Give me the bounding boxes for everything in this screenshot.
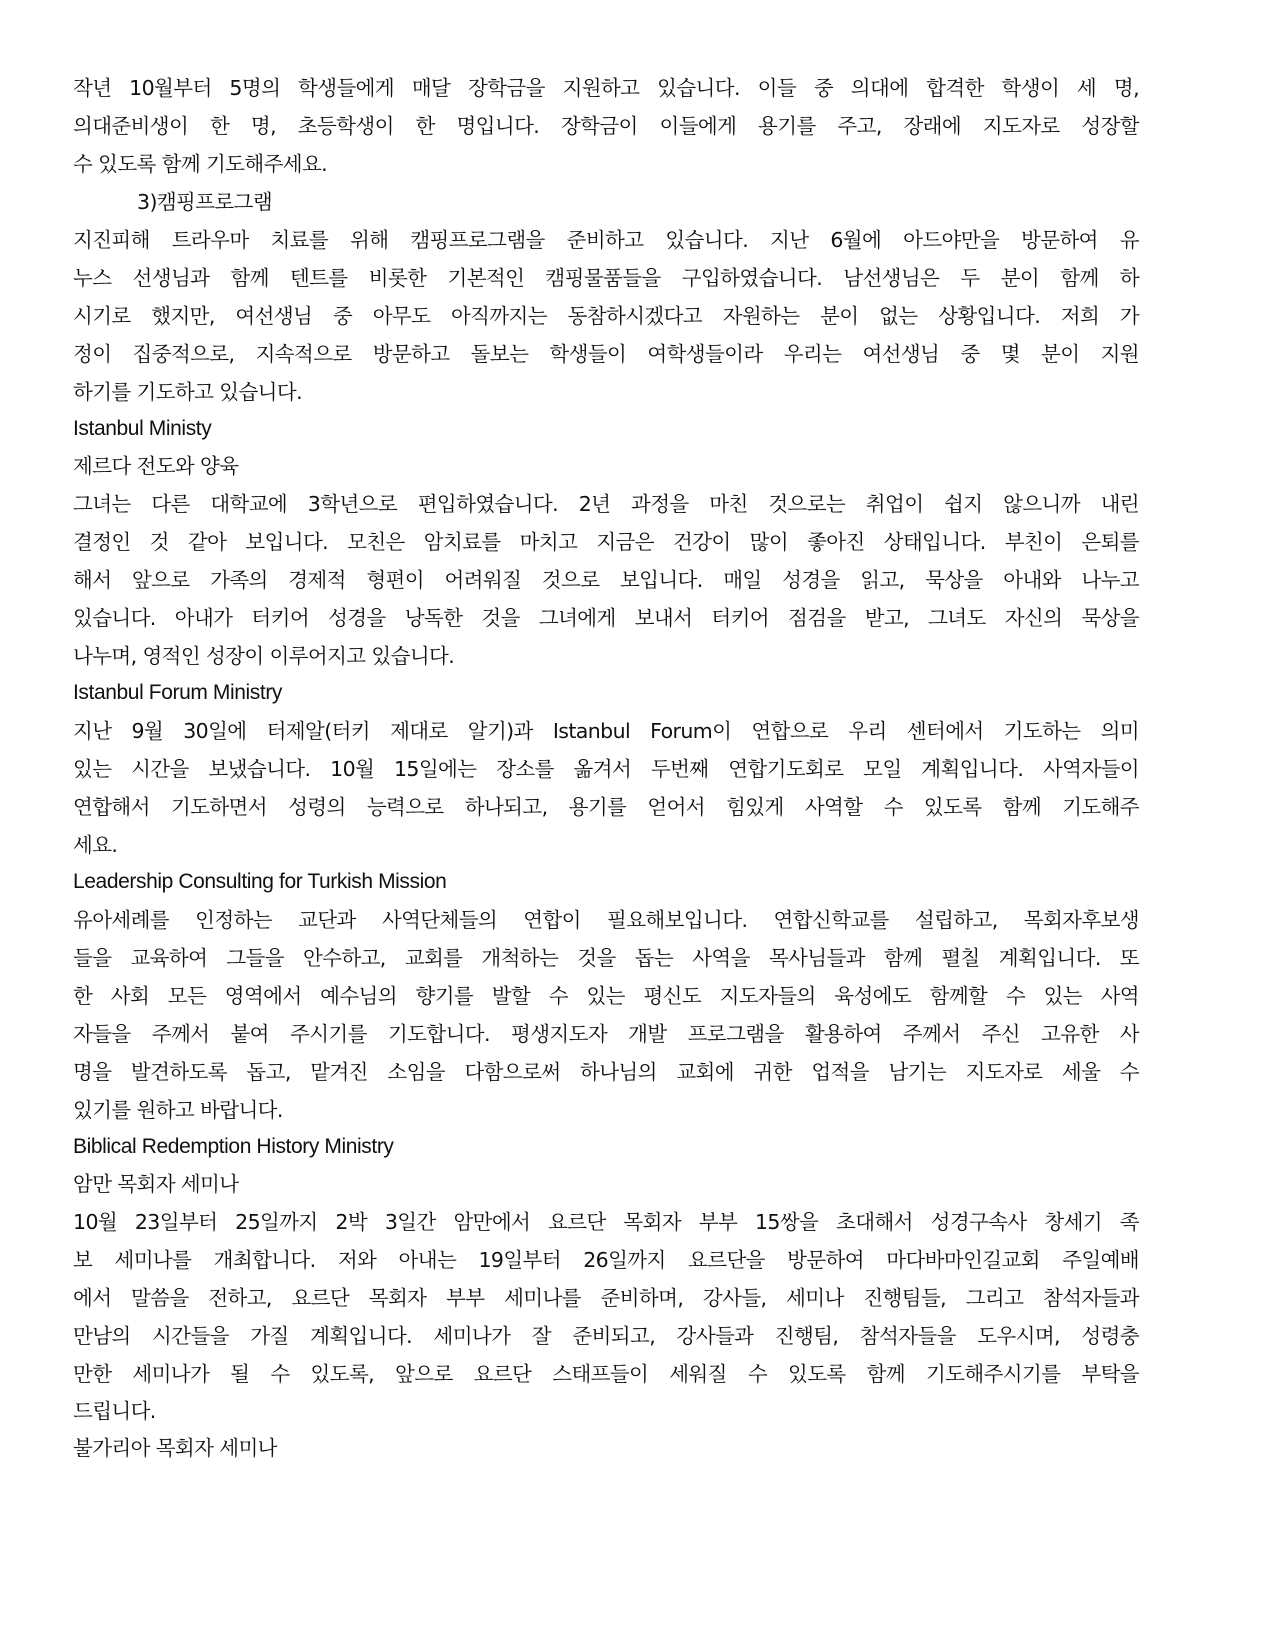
section-heading: Biblical Redemption History Ministry: [73, 1135, 394, 1158]
paragraph-line: 지진피해 트라우마 치료를 위해 캠핑프로그램을 준비하고 있습니다. 지난 6월에 아드야만을 방문하여 유: [73, 228, 1139, 252]
paragraph-line: 에서 말씀을 전하고, 요르단 목회자 부부 세미나를 준비하며, 강사들, 세미나 진행팀들, 그리고 참석자들과: [73, 1286, 1139, 1310]
paragraph-line: 있기를 원하고 바랍니다.: [73, 1098, 283, 1122]
paragraph-line: 결정인 것 같아 보입니다. 모친은 암치료를 마치고 지금은 건강이 많이 좋아진 상태입니다. 부친이 은퇴를: [73, 530, 1139, 554]
paragraph-line: 유아세례를 인정하는 교단과 사역단체들의 연합이 필요해보입니다. 연합신학교를 설립하고, 목회자후보생: [73, 908, 1139, 932]
section-subheading: 3)캠핑프로그램: [137, 190, 273, 214]
paragraph-line: 있는 시간을 보냈습니다. 10월 15일에는 장소를 옮겨서 두번째 연합기도회로 모일 계획입니다. 사역자들이: [73, 757, 1139, 781]
paragraph-line: 정이 집중적으로, 지속적으로 방문하고 돌보는 학생들이 여학생들이라 우리는 여선생님 중 몇 분이 지원: [73, 342, 1139, 366]
paragraph-line: 작년 10월부터 5명의 학생들에게 매달 장학금을 지원하고 있습니다. 이들 중 의대에 합격한 학생이 세 명,: [73, 76, 1139, 100]
paragraph-line: 만한 세미나가 될 수 있도록, 앞으로 요르단 스태프들이 세워질 수 있도록 함께 기도해주시기를 부탁을: [73, 1362, 1139, 1386]
section-subheading: 불가리아 목회자 세미나: [73, 1436, 277, 1460]
paragraph-line: 시기로 했지만, 여선생님 중 아무도 아직까지는 동참하시겠다고 자원하는 분이 없는 상황입니다. 저희 가: [73, 304, 1139, 328]
paragraph-line: 나누며, 영적인 성장이 이루어지고 있습니다.: [73, 644, 455, 668]
section-heading: Leadership Consulting for Turkish Mission: [73, 870, 447, 893]
paragraph-line: 한 사회 모든 영역에서 예수님의 향기를 발할 수 있는 평신도 지도자들의 육성에도 함께할 수 있는 사역: [73, 984, 1139, 1008]
paragraph-line: 명을 발견하도록 돕고, 맡겨진 소임을 다함으로써 하나님의 교회에 귀한 업적을 남기는 지도자로 세울 수: [73, 1060, 1139, 1084]
paragraph-line: 만남의 시간들을 가질 계획입니다. 세미나가 잘 준비되고, 강사들과 진행팀, 참석자들을 도우시며, 성령충: [73, 1324, 1139, 1348]
paragraph-line: 누스 선생님과 함께 텐트를 비롯한 기본적인 캠핑물품들을 구입하였습니다. 남선생님은 두 분이 함께 하: [73, 266, 1139, 290]
paragraph-line: 보 세미나를 개최합니다. 저와 아내는 19일부터 26일까지 요르단을 방문하여 마다바마인길교회 주일예배: [73, 1248, 1139, 1272]
paragraph-line: 10월 23일부터 25일까지 2박 3일간 암만에서 요르단 목회자 부부 15쌍을 초대해서 성경구속사 창세기 족: [73, 1210, 1139, 1234]
paragraph-line: 세요.: [73, 833, 118, 857]
paragraph-line: 해서 앞으로 가족의 경제적 형편이 어려워질 것으로 보입니다. 매일 성경을 읽고, 묵상을 아내와 나누고: [73, 568, 1139, 592]
paragraph-line: 의대준비생이 한 명, 초등학생이 한 명입니다. 장학금이 이들에게 용기를 주고, 장래에 지도자로 성장할: [73, 114, 1139, 138]
paragraph-line: 자들을 주께서 붙여 주시기를 기도합니다. 평생지도자 개발 프로그램을 활용하여 주께서 주신 고유한 사: [73, 1022, 1139, 1046]
section-subheading: 제르다 전도와 양육: [73, 454, 239, 478]
paragraph-line: 그녀는 다른 대학교에 3학년으로 편입하였습니다. 2년 과정을 마친 것으로는 취업이 쉽지 않으니까 내린: [73, 492, 1139, 516]
section-heading: Istanbul Ministy: [73, 417, 212, 440]
paragraph-line: 하기를 기도하고 있습니다.: [73, 380, 302, 404]
section-subheading: 암만 목회자 세미나: [73, 1172, 239, 1196]
paragraph-line: 드립니다.: [73, 1399, 156, 1423]
paragraph-line: 수 있도록 함께 기도해주세요.: [73, 152, 328, 176]
paragraph-line: 있습니다. 아내가 터키어 성경을 낭독한 것을 그녀에게 보내서 터키어 점검을 받고, 그녀도 자신의 묵상을: [73, 606, 1139, 630]
section-heading: Istanbul Forum Ministry: [73, 681, 283, 704]
paragraph-line: 연합해서 기도하면서 성령의 능력으로 하나되고, 용기를 얻어서 힘있게 사역할 수 있도록 함께 기도해주: [73, 795, 1139, 819]
paragraph-line: 들을 교육하여 그들을 안수하고, 교회를 개척하는 것을 돕는 사역을 목사님들과 함께 펼칠 계획입니다. 또: [73, 946, 1139, 970]
paragraph-line: 지난 9월 30일에 터제알(터키 제대로 알기)과 Istanbul Forum이 연합으로 우리 센터에서 기도하는 의미: [73, 719, 1139, 743]
